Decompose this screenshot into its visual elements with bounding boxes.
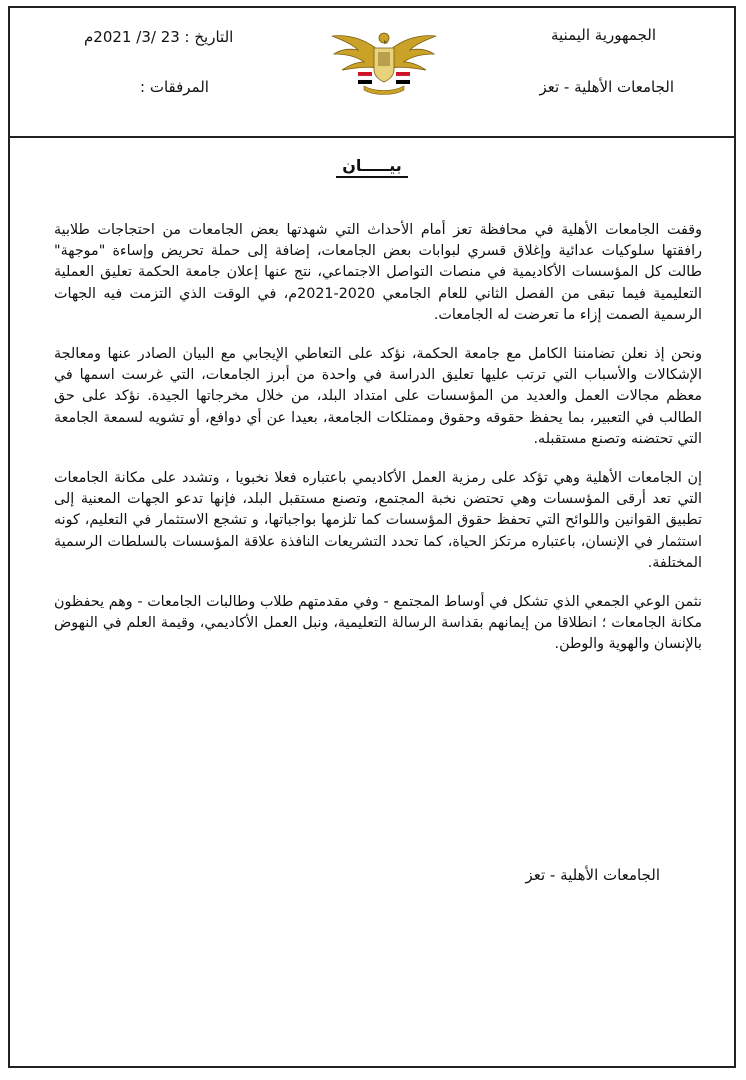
paragraph: ونحن إذ نعلن تضامننا الكامل مع جامعة الحكمة، نؤكد على التعاطي الإيجابي مع البيان الصادر عنها ومعالجة الإشكالات والأسباب التي ترتب عليها تعليق الدراسة في واحدة من أبرز الجامعات، التي غرست اسمها في معظم مجالات العمل والعديد من المؤسسات على امتداد البلد، من خلال مخرجاتها الجيدة. نؤكد على حق الطالب في التعبير، بما يحفظ حقوقه وحقوق وممتلكات الجامعة، بعيدا عن أي دوافع، أو تشويه لسمعة الجامعة التي تحتضنه وتصنع مستقبله. [54, 346, 702, 447]
paragraph: وقفت الجامعات الأهلية في محافظة تعز أمام الأحداث التي شهدتها بعض الجامعات من احتجاجات طلابية رافقتها سلوكيات عدائية وإغلاق قسري لبوابات بعض الجامعات، إضافة إلى حملة تحريض وإساءة "موجهة" طالت كل المؤسسات الأكاديمية في منصات التواصل الاجتماعي، نتج عنها إعلان جامعة الحكمة تعليق العملية التعليمية فيما تبقى من الفصل الثاني للعام الجامعي 2020-2021م، في الوقت الذي التزمت فيه الجهات الرسمية الصمت إزاء ما تعرضت له الجامعات. [54, 222, 702, 323]
document-page [8, 6, 736, 1068]
letterhead [10, 8, 734, 138]
signature: الجامعات الأهلية - تعز [525, 866, 660, 884]
attachments-label: المرفقات : [140, 78, 209, 96]
issuer-name: الجامعات الأهلية - تعز [539, 78, 674, 96]
document-title-text: بيـــــان [336, 156, 408, 178]
paragraph: إن الجامعات الأهلية وهي تؤكد على رمزية العمل الأكاديمي باعتباره فعلا نخبويا ، وتشدد على مكانة الجامعات التي تعد أرقى المؤسسات وهي تحتضن نخبة المجتمع، وتصنع مستقبل البلد، فإنها تدعو الجهات المعنية إلى تطبيق القوانين واللوائح التي تحفظ حقوق المؤسسات كما تلزمها بواجباتها، و تشجع الاستثمار في التعليم، كونه استثمار في الإنسان، باعتباره مرتكز الحياة، كما تحدد التشريعات النافذة علاقة المؤسسات بالسلطات الرسمية المختلفة. [54, 470, 702, 571]
country-name: الجمهورية اليمنية [550, 26, 656, 44]
paragraph: نثمن الوعي الجمعي الذي تشكل في أوساط المجتمع - وفي مقدمتهم طلاب وطالبات الجامعات - وهم يحفظون مكانة الجامعات ؛ انطلاقا من إيمانهم بقداسة الرسالة التعليمية، ونبل العمل الأكاديمي، وقيمة العلم في النهوض بالإنسان والهوية والوطن. [54, 594, 702, 653]
statement-body [54, 220, 702, 674]
yemen-eagle-emblem-icon [330, 26, 438, 96]
document-date: التاريخ : 23 /3/ 2021م [84, 28, 234, 46]
document-title [10, 156, 734, 175]
